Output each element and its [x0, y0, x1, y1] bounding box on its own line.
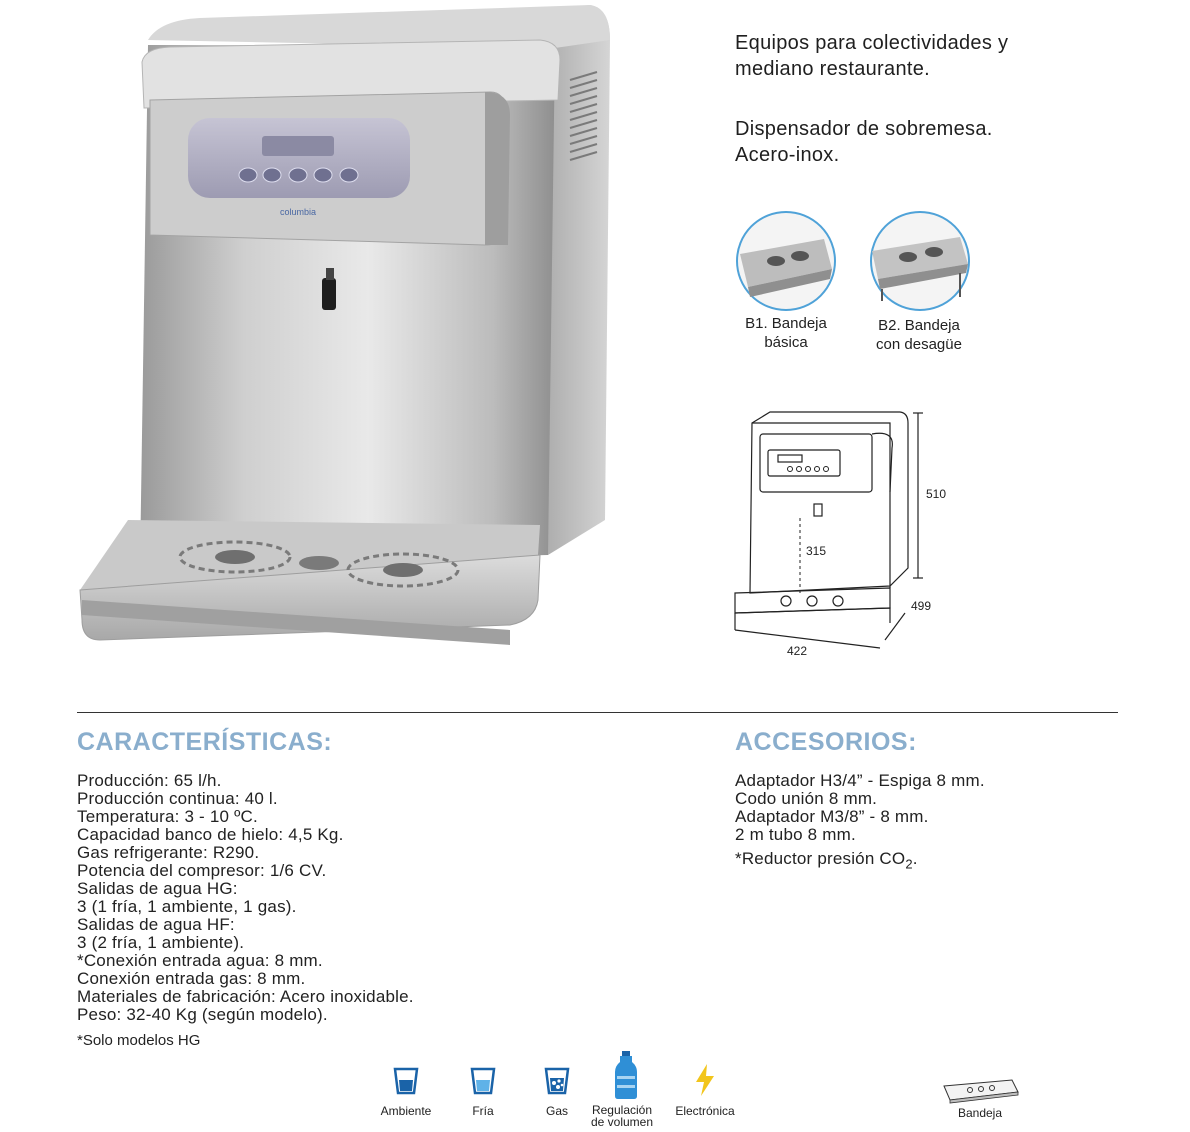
ambiente-icon: [392, 1066, 420, 1096]
brand-logo: columbia: [280, 207, 317, 217]
spec-item: Temperatura: 3 - 10 ºC.: [77, 807, 258, 826]
intro-line-1a: Equipos para colectividades y: [735, 32, 1009, 54]
accessory-item: 2 m tubo 8 mm.: [735, 825, 856, 844]
section-divider: [77, 712, 1118, 713]
accessory-last: *Reductor presión CO: [735, 849, 906, 868]
ambiente-label: Ambiente: [380, 1104, 432, 1118]
gas-label: Gas: [545, 1104, 568, 1118]
spec-item: Capacidad banco de hielo: 4,5 Kg.: [77, 825, 344, 844]
electronica-label: Electrónica: [675, 1104, 735, 1118]
tray-b1-label-b: básica: [764, 334, 808, 351]
spec-item: Potencia del compresor: 1/6 CV.: [77, 861, 327, 880]
accessory-item: [735, 850, 985, 873]
tray-b2-label-b: con desagüe: [876, 336, 962, 353]
spec-item: 3 (2 fría, 1 ambiente).: [77, 933, 245, 952]
spec-item: Peso: 32-40 Kg (según modelo).: [77, 1005, 328, 1024]
caracteristicas-list: [77, 772, 414, 1024]
dim-width: 422: [787, 644, 808, 658]
accessory-last-sub: 2: [905, 856, 913, 872]
regulacion-label-b: de volumen: [590, 1115, 654, 1129]
accessory-item: Codo unión 8 mm.: [735, 789, 878, 808]
spec-item: *Conexión entrada agua: 8 mm.: [77, 951, 323, 970]
accessory-item: Adaptador M3/8” - 8 mm.: [735, 807, 929, 826]
gas-icon: [543, 1066, 571, 1096]
spec-item: 3 (1 fría, 1 ambiente, 1 gas).: [77, 897, 297, 916]
caracteristicas-heading: CARACTERÍSTICAS:: [77, 728, 333, 756]
dim-height-tap: 315: [806, 544, 827, 558]
intro-line-1b: mediano restaurante.: [735, 58, 931, 80]
intro-line-2a: Dispensador de sobremesa.: [735, 118, 993, 140]
intro-line-2b: Acero-inox.: [735, 144, 840, 166]
bandeja-label: Bandeja: [957, 1106, 1003, 1120]
hg-note: *Solo modelos HG: [77, 1032, 201, 1049]
intro-text: [735, 30, 1155, 202]
tray-b1-label: [716, 314, 856, 352]
tray-b2-label-a: B2. Bandeja: [878, 317, 960, 334]
tray-b2-image: [868, 209, 972, 313]
fria-icon: [469, 1066, 497, 1096]
spec-item: Materiales de fabricación: Acero inoxidable.: [77, 987, 414, 1006]
dim-height-total: 510: [926, 487, 947, 501]
tray-b2-label: [849, 316, 989, 354]
accessory-last-end: .: [912, 849, 918, 868]
regulacion-label-a: Regulación: [591, 1103, 653, 1117]
spec-item: Producción: 65 l/h.: [77, 771, 222, 790]
accesorios-heading: ACCESORIOS:: [735, 728, 917, 756]
spec-item: Gas refrigerante: R290.: [77, 843, 260, 862]
accesorios-list: [735, 772, 985, 873]
dim-depth: 499: [911, 599, 932, 613]
regulacion-icon: [614, 1050, 638, 1100]
spec-item: Conexión entrada gas: 8 mm.: [77, 969, 306, 988]
spec-item: Salidas de agua HF:: [77, 915, 235, 934]
electronica-icon: [693, 1063, 717, 1097]
dimension-drawing: [730, 408, 960, 658]
bandeja-icon: [942, 1078, 1020, 1104]
fria-label: Fría: [472, 1104, 494, 1118]
spec-item: Salidas de agua HG:: [77, 879, 238, 898]
spec-item: Producción continua: 40 l.: [77, 789, 278, 808]
product-photo: [70, 0, 630, 670]
tray-b1-image: [734, 209, 838, 313]
accessory-item: Adaptador H3/4” - Espiga 8 mm.: [735, 771, 985, 790]
tray-b1-label-a: B1. Bandeja: [745, 315, 827, 332]
